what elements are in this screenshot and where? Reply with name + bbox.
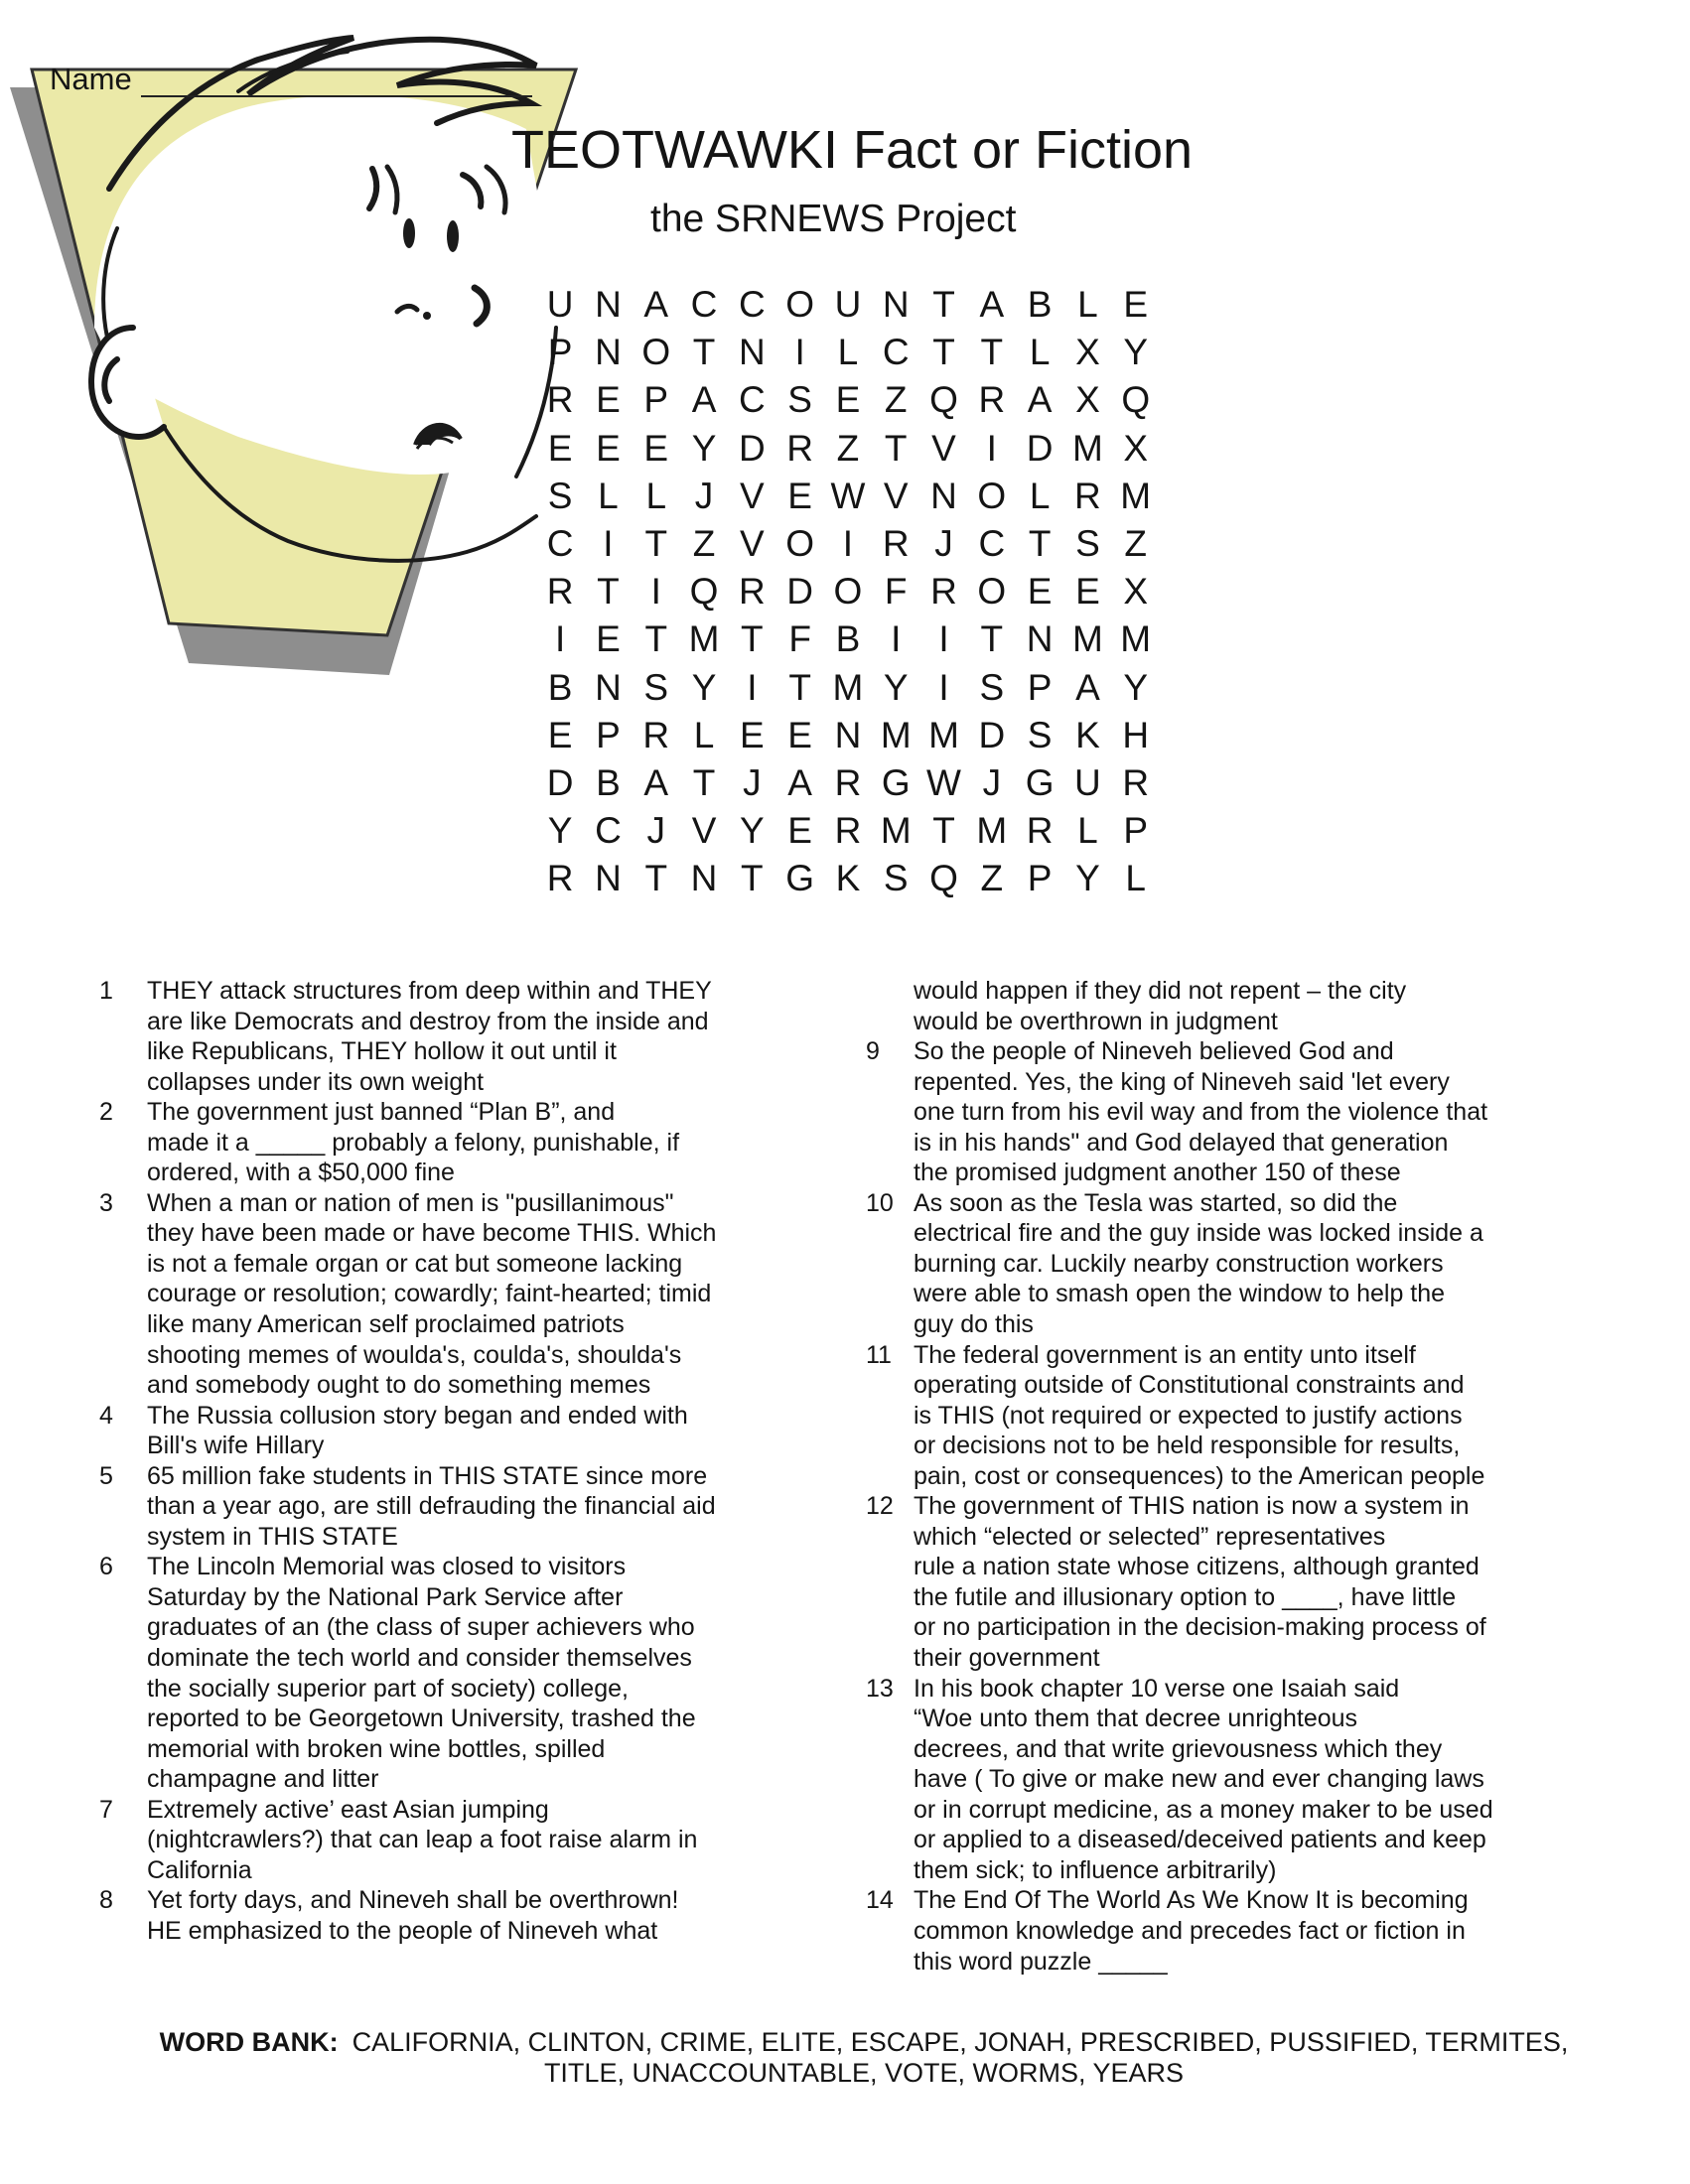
grid-letter[interactable]: S: [1075, 522, 1100, 564]
grid-letter[interactable]: I: [555, 618, 566, 660]
grid-letter[interactable]: D: [738, 427, 766, 469]
grid-letter[interactable]: E: [739, 714, 765, 755]
grid-letter[interactable]: L: [1077, 810, 1098, 852]
clue-1: 1 THEY attack structures from deep within and THEY are like Democrats and destroy from the inside and like Republicans, THEY hollow it out until it collapses under its own weight: [99, 977, 712, 1096]
grid-letter[interactable]: R: [882, 522, 910, 564]
grid-letter[interactable]: T: [932, 332, 955, 373]
grid-letter[interactable]: R: [930, 571, 957, 613]
grid-letter[interactable]: W: [926, 761, 961, 803]
grid-letter[interactable]: X: [1123, 427, 1149, 469]
clue-2: 2 The government just banned “Plan B”, and made it a _____ probably a felony, punishable, if ordered, with a $50,000 fine: [99, 1098, 680, 1187]
clue-12: 12 The government of THIS nation is now a system in which “elected or selected” representatives rule a nation state whose citizens, although granted the futile and illusionary option to ____, have little or no participation in the decision-making process of their government: [866, 1492, 1486, 1673]
word-bank-label: WORD BANK:: [159, 2027, 339, 2057]
grid-letter[interactable]: T: [980, 618, 1004, 660]
grid-letter[interactable]: L: [1077, 284, 1098, 325]
grid-letter[interactable]: W: [830, 475, 866, 516]
grid-letter[interactable]: R: [546, 379, 574, 421]
clues-right-column: [866, 976, 1561, 1977]
grid-letter[interactable]: Z: [884, 379, 908, 421]
grid-letter[interactable]: A: [643, 284, 669, 325]
grid-letter[interactable]: R: [1122, 761, 1150, 803]
grid-letter[interactable]: P: [547, 332, 573, 373]
grid-letter[interactable]: C: [738, 379, 766, 421]
grid-letter[interactable]: Y: [1123, 332, 1149, 373]
grid-letter[interactable]: T: [1028, 522, 1052, 564]
grid-letter[interactable]: C: [546, 522, 574, 564]
grid-letter[interactable]: T: [597, 571, 620, 613]
grid-letter[interactable]: I: [986, 427, 997, 469]
grid-letter[interactable]: R: [546, 858, 574, 899]
grid-letter[interactable]: A: [979, 284, 1005, 325]
grid-letter[interactable]: U: [1074, 761, 1101, 803]
grid-letter[interactable]: N: [738, 332, 766, 373]
grid-row: [536, 615, 1160, 663]
grid-letter[interactable]: V: [739, 522, 765, 564]
grid-letter[interactable]: N: [595, 858, 622, 899]
clue-3: 3 When a man or nation of men is "pusillanimous" they have been made or have become THIS. Which is not a female organ or cat but someone lacking courage or resolution; cowardly; faint-hearted; timid like many American self proclaimed patriots shooting memes of woulda's, coulda's, shoulda's and somebody ought to do something memes: [99, 1188, 717, 1400]
grid-letter[interactable]: Q: [929, 379, 958, 421]
grid-letter[interactable]: Q: [1121, 379, 1151, 421]
grid-letter[interactable]: L: [598, 475, 619, 516]
word-bank: [99, 2027, 1628, 2089]
grid-letter[interactable]: A: [787, 761, 812, 803]
grid-letter[interactable]: E: [1123, 284, 1149, 325]
grid-letter[interactable]: I: [938, 618, 949, 660]
grid-row: [536, 807, 1160, 855]
grid-letter[interactable]: I: [842, 522, 854, 564]
grid-letter[interactable]: P: [596, 714, 621, 755]
grid-letter[interactable]: O: [641, 332, 671, 373]
grid-letter[interactable]: G: [881, 761, 911, 803]
grid-letter[interactable]: T: [884, 427, 908, 469]
grid-letter[interactable]: G: [785, 858, 815, 899]
grid-letter[interactable]: B: [547, 666, 573, 708]
grid-letter[interactable]: E: [1075, 571, 1100, 613]
grid-row: [536, 712, 1160, 759]
grid-letter[interactable]: T: [644, 522, 668, 564]
grid-letter[interactable]: R: [642, 714, 670, 755]
word-bank-line-2: TITLE, UNACCOUNTABLE, VOTE, WORMS, YEARS: [543, 2058, 1185, 2088]
grid-letter[interactable]: G: [1025, 761, 1055, 803]
clue-10: 10 As soon as the Tesla was started, so did the electrical fire and the guy inside was locked inside a burning car. Luckily nearby construction workers were able to smash open the window to help the guy do this: [866, 1188, 1483, 1339]
grid-letter[interactable]: M: [1120, 475, 1152, 516]
grid-letter[interactable]: T: [692, 332, 716, 373]
grid-letter[interactable]: Y: [547, 810, 573, 852]
grid-letter[interactable]: R: [738, 571, 766, 613]
grid-letter[interactable]: N: [1026, 618, 1054, 660]
grid-letter[interactable]: D: [978, 714, 1006, 755]
grid-letter[interactable]: C: [690, 284, 718, 325]
grid-letter[interactable]: X: [1075, 332, 1100, 373]
grid-letter[interactable]: R: [546, 571, 574, 613]
grid-letter[interactable]: A: [643, 761, 669, 803]
grid-letter[interactable]: E: [643, 427, 669, 469]
grid-letter[interactable]: I: [603, 522, 614, 564]
grid-letter[interactable]: J: [934, 522, 953, 564]
grid-letter[interactable]: Y: [1075, 858, 1100, 899]
grid-letter[interactable]: B: [835, 618, 861, 660]
grid-letter[interactable]: A: [1075, 666, 1100, 708]
word-search-grid[interactable]: [536, 281, 1160, 902]
clue-9: 9 So the people of Nineveh believed God and repented. Yes, the king of Nineveh said 'let every one turn from his evil way and from the violence that is in his hands" and God delayed that generation the promised judgment another 150 of these: [866, 1037, 1488, 1187]
clue-7: 7 Extremely active’ east Asian jumping (nightcrawlers?) that can leap a foot raise alarm in California: [99, 1795, 698, 1884]
grid-row: [536, 664, 1160, 712]
grid-letter[interactable]: J: [743, 761, 762, 803]
grid-letter[interactable]: Z: [836, 427, 860, 469]
grid-letter[interactable]: C: [738, 284, 766, 325]
grid-letter[interactable]: R: [786, 427, 813, 469]
grid-letter[interactable]: X: [1123, 571, 1149, 613]
grid-letter[interactable]: P: [1027, 666, 1053, 708]
grid-letter[interactable]: C: [595, 810, 622, 852]
grid-letter[interactable]: P: [1123, 810, 1149, 852]
grid-letter[interactable]: N: [930, 475, 957, 516]
grid-letter[interactable]: T: [644, 858, 668, 899]
word-bank-line-1: CALIFORNIA, CLINTON, CRIME, ELITE, ESCAPE, JONAH, PRESCRIBED, PUSSIFIED, TERMITES,: [352, 2027, 1569, 2057]
grid-row: [536, 520, 1160, 568]
grid-letter[interactable]: R: [1074, 475, 1101, 516]
grid-letter[interactable]: K: [1075, 714, 1100, 755]
grid-letter[interactable]: N: [595, 666, 622, 708]
grid-letter[interactable]: L: [645, 475, 667, 516]
grid-letter[interactable]: O: [977, 571, 1007, 613]
grid-letter[interactable]: Z: [692, 522, 716, 564]
grid-letter[interactable]: C: [882, 332, 910, 373]
clue-8: 8 Yet forty days, and Nineveh shall be overthrown! HE emphasized to the people of Nineveh what: [99, 1886, 679, 1945]
grid-letter[interactable]: U: [546, 284, 574, 325]
grid-letter[interactable]: N: [882, 284, 910, 325]
right-eye: [447, 220, 459, 252]
clue-6: 6 The Lincoln Memorial was closed to visitors Saturday by the National Park Service after graduates of an (the class of super achievers who dominate the tech world and consider themselves the socially superior part of society) college, reported to be Georgetown University, trashed the memorial with broken wine bottles, spilled champagne and litter: [99, 1553, 696, 1794]
clue-13: 13 In his book chapter 10 verse one Isaiah said “Woe unto them that decree unrighteous decrees, and that write grievousness which they have ( To give or make new and ever changing laws or in corrupt medicine, as a money maker to be used or applied to a diseased/deceived patients and keep them sick; to influence arbitrarily): [866, 1674, 1493, 1884]
grid-letter[interactable]: I: [650, 571, 661, 613]
grid-letter[interactable]: Y: [1123, 666, 1149, 708]
grid-row: [536, 855, 1160, 902]
grid-letter[interactable]: S: [1027, 714, 1053, 755]
grid-letter[interactable]: S: [979, 666, 1005, 708]
grid-letter[interactable]: M: [1120, 618, 1152, 660]
grid-letter[interactable]: I: [747, 666, 758, 708]
grid-letter[interactable]: E: [787, 475, 812, 516]
grid-letter[interactable]: M: [928, 714, 959, 755]
name-label: Name: [50, 62, 132, 96]
grid-letter[interactable]: S: [643, 666, 669, 708]
grid-row: [536, 568, 1160, 615]
grid-letter[interactable]: A: [1027, 379, 1053, 421]
grid-letter[interactable]: E: [1027, 571, 1053, 613]
grid-letter[interactable]: N: [690, 858, 718, 899]
grid-letter[interactable]: Z: [1124, 522, 1148, 564]
grid-letter[interactable]: T: [980, 332, 1004, 373]
grid-letter[interactable]: M: [880, 714, 912, 755]
page-subtitle: the SRNEWS Project: [650, 198, 1017, 240]
grid-letter[interactable]: Y: [691, 427, 717, 469]
grid-letter[interactable]: Q: [929, 858, 958, 899]
grid-letter[interactable]: M: [832, 666, 864, 708]
clue-4: 4 The Russia collusion story began and ended with Bill's wife Hillary: [99, 1401, 688, 1460]
grid-letter[interactable]: N: [595, 332, 622, 373]
left-eye: [403, 218, 415, 248]
grid-letter[interactable]: E: [596, 427, 621, 469]
grid-letter[interactable]: I: [891, 618, 902, 660]
grid-letter[interactable]: P: [1027, 858, 1053, 899]
grid-letter[interactable]: D: [1026, 427, 1054, 469]
grid-letter[interactable]: O: [785, 284, 815, 325]
grid-letter[interactable]: N: [834, 714, 862, 755]
grid-letter[interactable]: E: [547, 714, 573, 755]
grid-letter[interactable]: E: [596, 379, 621, 421]
grid-letter[interactable]: L: [837, 332, 859, 373]
grid-letter[interactable]: T: [788, 666, 811, 708]
grid-letter[interactable]: Y: [691, 666, 717, 708]
clue-5: 5 65 million fake students in THIS STATE since more than a year ago, are still defrauding the financial aid system in THIS STATE: [99, 1461, 716, 1551]
grid-letter[interactable]: E: [787, 810, 812, 852]
grid-letter[interactable]: T: [741, 618, 764, 660]
grid-letter[interactable]: E: [835, 379, 861, 421]
grid-letter[interactable]: Y: [739, 810, 765, 852]
name-input-line[interactable]: [141, 95, 532, 97]
grid-letter[interactable]: T: [932, 810, 955, 852]
grid-letter[interactable]: V: [931, 427, 956, 469]
grid-letter[interactable]: V: [739, 475, 765, 516]
grid-letter[interactable]: L: [1029, 475, 1051, 516]
grid-letter[interactable]: Z: [980, 858, 1004, 899]
grid-letter[interactable]: K: [835, 858, 861, 899]
clue-8-continued: would happen if they did not repent – the city would be overthrown in judgment: [914, 977, 1407, 1035]
grid-letter[interactable]: R: [978, 379, 1006, 421]
grid-letter[interactable]: S: [787, 379, 812, 421]
grid-letter[interactable]: T: [692, 761, 716, 803]
grid-letter[interactable]: R: [834, 761, 862, 803]
grid-letter[interactable]: J: [982, 761, 1002, 803]
grid-letter[interactable]: R: [834, 810, 862, 852]
grid-letter[interactable]: B: [1027, 284, 1053, 325]
grid-letter[interactable]: P: [643, 379, 669, 421]
grid-letter[interactable]: V: [883, 475, 909, 516]
grid-letter[interactable]: M: [688, 618, 720, 660]
grid-letter[interactable]: E: [596, 618, 621, 660]
grid-row: [536, 281, 1160, 329]
grid-letter[interactable]: B: [596, 761, 621, 803]
grid-letter[interactable]: H: [1122, 714, 1150, 755]
grid-letter[interactable]: C: [978, 522, 1006, 564]
grid-letter[interactable]: U: [834, 284, 862, 325]
grid-letter[interactable]: A: [691, 379, 717, 421]
grid-letter[interactable]: M: [880, 810, 912, 852]
clue-14: 14 The End Of The World As We Know It is becoming common knowledge and precedes fact or fiction in this word puzzle _____: [866, 1886, 1469, 1976]
grid-letter[interactable]: T: [741, 858, 764, 899]
grid-row: [536, 473, 1160, 520]
grid-letter[interactable]: M: [1072, 427, 1103, 469]
grid-letter[interactable]: M: [1072, 618, 1103, 660]
grid-letter[interactable]: F: [788, 618, 811, 660]
grid-letter[interactable]: F: [884, 571, 908, 613]
grid-letter[interactable]: T: [644, 618, 668, 660]
grid-letter[interactable]: V: [691, 810, 717, 852]
grid-letter[interactable]: I: [794, 332, 805, 373]
grid-letter[interactable]: D: [786, 571, 813, 613]
grid-letter[interactable]: L: [1029, 332, 1051, 373]
grid-letter[interactable]: O: [785, 522, 815, 564]
grid-letter[interactable]: Q: [689, 571, 719, 613]
grid-letter[interactable]: D: [546, 761, 574, 803]
clues-left-column: [99, 976, 794, 1947]
grid-row: [536, 329, 1160, 376]
grid-letter[interactable]: J: [646, 810, 665, 852]
grid-letter[interactable]: S: [547, 475, 573, 516]
page-title: TEOTWAWKI Fact or Fiction: [511, 120, 1194, 180]
grid-row: [536, 759, 1160, 807]
grid-letter[interactable]: E: [547, 427, 573, 469]
grid-letter[interactable]: N: [595, 284, 622, 325]
grid-letter[interactable]: J: [694, 475, 714, 516]
grid-row: [536, 425, 1160, 473]
grid-letter[interactable]: L: [1125, 858, 1146, 899]
grid-letter[interactable]: I: [938, 666, 949, 708]
grid-letter[interactable]: L: [693, 714, 715, 755]
grid-letter[interactable]: S: [883, 858, 909, 899]
grid-letter[interactable]: M: [976, 810, 1008, 852]
grid-letter[interactable]: Y: [883, 666, 909, 708]
grid-letter[interactable]: O: [977, 475, 1007, 516]
grid-row: [536, 376, 1160, 424]
grid-letter[interactable]: X: [1075, 379, 1100, 421]
grid-letter[interactable]: R: [1026, 810, 1054, 852]
grid-letter[interactable]: E: [787, 714, 812, 755]
clue-11: 11 The federal government is an entity unto itself operating outside of Constitutional constraints and is THIS (not required or expected to justify actions or decisions not to be held responsible for results, pain, cost or consequences) to the American people: [866, 1340, 1485, 1490]
grid-letter[interactable]: T: [932, 284, 955, 325]
grid-letter[interactable]: O: [833, 571, 863, 613]
